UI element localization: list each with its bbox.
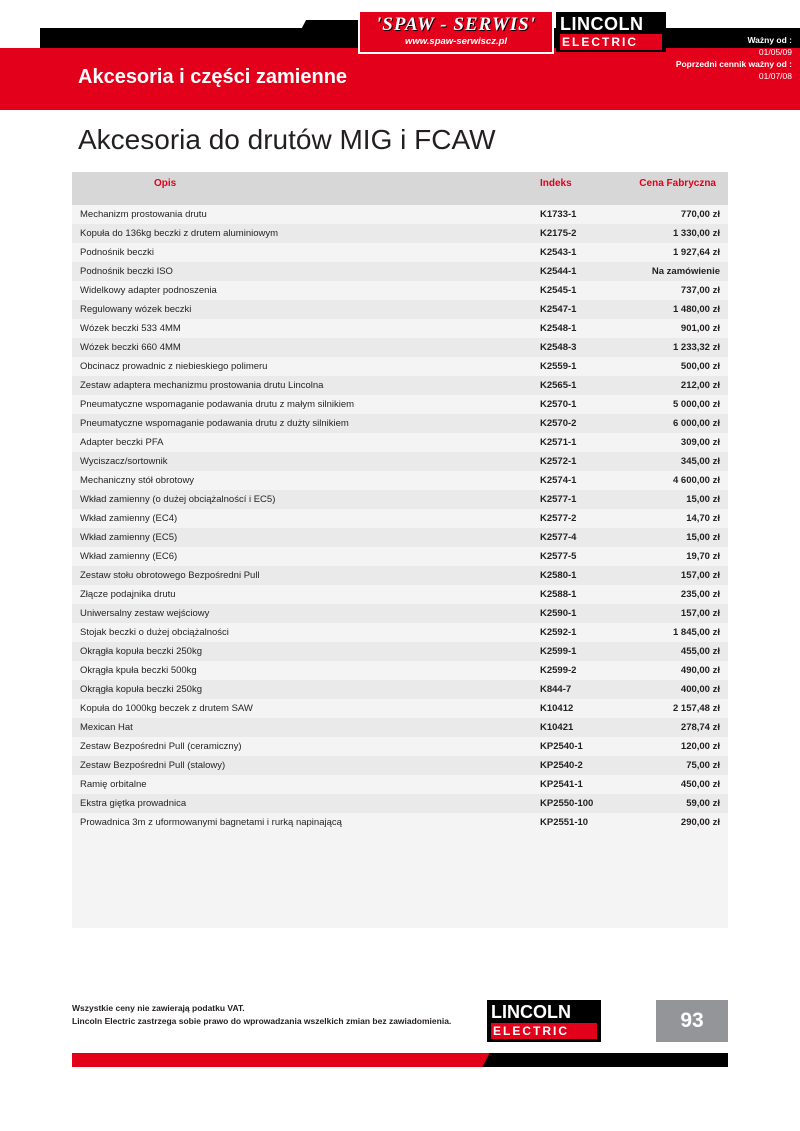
cell-description: Zestaw adaptera mechanizmu prostowania drutu Lincolna [72,376,532,395]
cell-description: Pneumatyczne wspomaganie podawania drutu z małym silnikiem [72,395,532,414]
table-header-row [72,172,728,205]
cell-description: Wkład zamienny (o dużej obciążalnoścí i EC5) [72,490,532,509]
table-row [72,205,728,224]
cell-index: K2577-5 [532,547,628,566]
cell-price: 6 000,00 zł [628,414,728,433]
cell-description: Zestaw Bezpośredni Pull (stalowy) [72,756,532,775]
cell-index: K2571-1 [532,433,628,452]
table-filler [72,832,728,928]
footer-black-bar [500,1053,728,1067]
footer-electric-word: ELECTRIC [491,1023,597,1039]
validity-info [676,34,792,82]
cell-price: 59,00 zł [628,794,728,813]
cell-description: Wkład zamienny (EC6) [72,547,532,566]
cell-description: Podnośnik beczki ISO [72,262,532,281]
cell-description: Regulowany wózek beczki [72,300,532,319]
cell-price: Na zamówienie [628,262,728,281]
cell-price: 309,00 zł [628,433,728,452]
cell-description: Mechanizm prostowania drutu [72,205,532,224]
cell-price: 770,00 zł [628,205,728,224]
table-row [72,300,728,319]
electric-logo-word: ELECTRIC [560,34,662,50]
cell-index: KP2550-100 [532,794,628,813]
cell-index: K1733-1 [532,205,628,224]
table-row [72,262,728,281]
spaw-serwis-website: www.spaw-serwiscz.pl [404,36,508,47]
cell-index: K2565-1 [532,376,628,395]
cell-price: 901,00 zł [628,319,728,338]
table-row [72,528,728,547]
cell-description: Wyciszacz/sortownik [72,452,532,471]
table-row [72,623,728,642]
footer-lincoln-word: LINCOLN [491,1002,571,1022]
page-footer [0,1000,800,1131]
cell-description: Kopuła do 136kg beczki z drutem aluminiowym [72,224,532,243]
table-row [72,395,728,414]
cell-price: 1 330,00 zł [628,224,728,243]
cell-description: Obcinacz prowadnic z niebieskiego polimeru [72,357,532,376]
cell-description: Pneumatyczne wspomaganie podawania drutu z dużty silnikiem [72,414,532,433]
valid-from-date: 01/05/09 [758,47,792,57]
cell-index: K2175-2 [532,224,628,243]
cell-price: 15,00 zł [628,528,728,547]
cell-description: Wózek beczki 533 4MM [72,319,532,338]
cell-description: Wkład zamienny (EC5) [72,528,532,547]
cell-price: 157,00 zł [628,566,728,585]
cell-price: 737,00 zł [628,281,728,300]
cell-description: Stojak beczki o dużej obciążalności [72,623,532,642]
table-row [72,585,728,604]
table-row [72,718,728,737]
cell-description: Uniwersalny zestaw wejściowy [72,604,532,623]
category-title: Akcesoria i części zamienne [78,66,348,88]
cell-description: Wózek beczki 660 4MM [72,338,532,357]
table-row [72,224,728,243]
cell-price: 19,70 zł [628,547,728,566]
cell-index: K2599-2 [532,661,628,680]
column-header-description: Opis [72,172,532,205]
cell-price: 212,00 zł [628,376,728,395]
table-row [72,509,728,528]
table-row [72,813,728,832]
cell-price: 400,00 zł [628,680,728,699]
table-row [72,414,728,433]
cell-description: Okrągła kopuła beczki 250kg [72,680,532,699]
cell-index: KP2540-1 [532,737,628,756]
cell-index: K2547-1 [532,300,628,319]
footer-disclaimer-line2: Lincoln Electric zastrzega sobie prawo do wprowadzania wszelkich zmian bez zawiadomienia. [72,1016,452,1026]
table-row [72,756,728,775]
table-row [72,547,728,566]
cell-price: 235,00 zł [628,585,728,604]
table-row [72,338,728,357]
column-header-index: Indeks [532,172,628,205]
cell-description: Zestaw stołu obrotowego Bezpośredni Pull [72,566,532,585]
cell-price: 2 157,48 zł [628,699,728,718]
cell-description: Złącze podajnika drutu [72,585,532,604]
cell-index: K2548-1 [532,319,628,338]
cell-price: 500,00 zł [628,357,728,376]
table-row [72,376,728,395]
cell-price: 1 480,00 zł [628,300,728,319]
spaw-serwis-logo-text: 'SPAW - SERWIS' [375,14,537,35]
page-number-badge: 93 [656,1000,728,1042]
cell-price: 120,00 zł [628,737,728,756]
cell-price: 157,00 zł [628,604,728,623]
column-header-price: Cena Fabryczna [628,172,728,205]
cell-price: 450,00 zł [628,775,728,794]
cell-price: 490,00 zł [628,661,728,680]
cell-index: K2580-1 [532,566,628,585]
cell-description: Mexican Hat [72,718,532,737]
previous-pricelist-date: 01/07/08 [758,71,792,81]
cell-description: Prowadnica 3m z uformowanymi bagnetami i rurką napinającą [72,813,532,832]
cell-price: 278,74 zł [628,718,728,737]
cell-index: K2590-1 [532,604,628,623]
table-row [72,452,728,471]
footer-disclaimer [72,1002,451,1028]
cell-price: 345,00 zł [628,452,728,471]
pricelist-table-body [72,205,728,832]
cell-index: K2570-2 [532,414,628,433]
footer-red-bar [72,1053,512,1067]
cell-price: 14,70 zł [628,509,728,528]
pricelist-table [72,172,728,832]
cell-price: 15,00 zł [628,490,728,509]
cell-index: K2577-4 [532,528,628,547]
cell-index: K2543-1 [532,243,628,262]
cell-index: K2577-1 [532,490,628,509]
cell-description: Okrągła kpuła beczki 500kg [72,661,532,680]
cell-description: Okrągła kopuła beczki 250kg [72,642,532,661]
cell-index: K2559-1 [532,357,628,376]
spaw-serwis-logo [358,10,554,54]
cell-index: KP2551-10 [532,813,628,832]
cell-price: 290,00 zł [628,813,728,832]
table-row [72,281,728,300]
cell-price: 1 233,32 zł [628,338,728,357]
cell-price: 75,00 zł [628,756,728,775]
cell-index: KP2540-2 [532,756,628,775]
cell-index: K2577-2 [532,509,628,528]
pricelist-table-head [72,172,728,205]
table-row [72,680,728,699]
footer-disclaimer-line1: Wszystkie ceny nie zawierają podatku VAT. [72,1003,245,1013]
cell-index: K2544-1 [532,262,628,281]
table-row [72,661,728,680]
table-row [72,566,728,585]
cell-description: Kopuła do 1000kg beczek z drutem SAW [72,699,532,718]
cell-description: Ramię orbitalne [72,775,532,794]
pricelist-table-wrapper [72,172,728,928]
lincoln-logo-word: LINCOLN [560,14,644,34]
page-title-band [0,110,800,166]
table-row [72,490,728,509]
cell-index: K2574-1 [532,471,628,490]
table-row [72,604,728,623]
table-row [72,699,728,718]
cell-description: Mechaniczny stół obrotowy [72,471,532,490]
cell-description: Wkład zamienny (EC4) [72,509,532,528]
page-title: Akcesoria do drutów MIG i FCAW [78,124,496,155]
cell-index: K10412 [532,699,628,718]
cell-price: 4 600,00 zł [628,471,728,490]
table-row [72,243,728,262]
footer-lincoln-logo [487,1000,601,1042]
cell-index: K2599-1 [532,642,628,661]
cell-description: Adapter beczki PFA [72,433,532,452]
cell-description: Podnośnik beczki [72,243,532,262]
table-row [72,775,728,794]
previous-pricelist-label: Poprzedni cennik ważny od : [675,59,792,69]
lincoln-electric-logo [556,12,666,52]
table-row [72,319,728,338]
page-header [0,0,800,110]
cell-index: K2548-3 [532,338,628,357]
cell-index: K2545-1 [532,281,628,300]
valid-from-label: Ważny od : [747,35,792,45]
cell-price: 1 845,00 zł [628,623,728,642]
table-row [72,433,728,452]
cell-price: 1 927,64 zł [628,243,728,262]
table-row [72,357,728,376]
cell-price: 455,00 zł [628,642,728,661]
cell-index: K10421 [532,718,628,737]
cell-index: K2588-1 [532,585,628,604]
cell-description: Zestaw Bezpośredni Pull (ceramiczny) [72,737,532,756]
cell-index: K2592-1 [532,623,628,642]
cell-index: KP2541-1 [532,775,628,794]
cell-price: 5 000,00 zł [628,395,728,414]
cell-index: K844-7 [532,680,628,699]
table-row [72,794,728,813]
table-row [72,737,728,756]
cell-description: Ekstra giętka prowadnica [72,794,532,813]
cell-index: K2570-1 [532,395,628,414]
table-row [72,642,728,661]
cell-index: K2572-1 [532,452,628,471]
table-row [72,471,728,490]
cell-description: Widelkowy adapter podnoszenia [72,281,532,300]
